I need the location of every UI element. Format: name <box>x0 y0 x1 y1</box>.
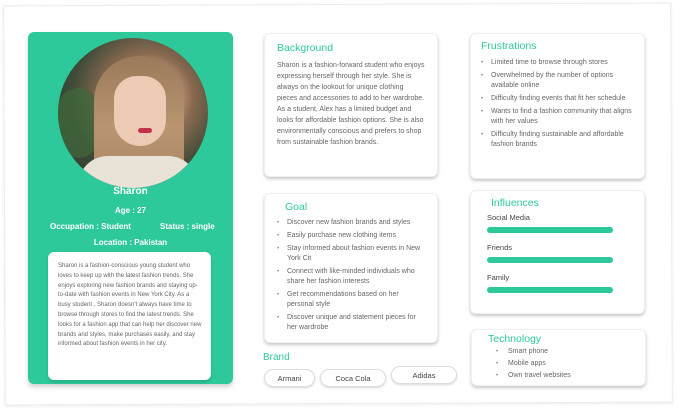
background-title: Background <box>277 42 334 54</box>
frustrations-card <box>470 33 645 179</box>
frustration-item: • Difficulty finding sustainable and affordable fashion brands <box>481 130 634 150</box>
influence-bar-friends <box>487 257 613 263</box>
bio-text: Sharon is a fashion-conscious young student who loves to keep up with the latest fashion trends. She enjoys exploring new fashion brands and staying up-to-date with fashion events in New York City. As a busy student , Sharon doesn't always have time to browse through stores to find the latest trends. She looks for a fashion app that can help her discover new brands and styles, make purchases easily, and stay informed about fashion events in her city. <box>58 263 202 348</box>
influence-bar-family <box>487 287 613 293</box>
frustration-item: • Difficulty finding events that fit her schedule <box>481 94 634 104</box>
profile-card <box>28 32 233 384</box>
background-text: Sharon is a fashion-forward student who enjoys expressing herself through her style. She is always on the lookout for unique clothing pieces and accessories to add to her wardrobe. As a student, Alex has a limited budget and looks for affordable fashion options. She is also environmentally conscious and prefers to shop from sustainable fashion brands. <box>277 62 425 146</box>
goal-item: • Connect with like-minded individuals who share her fashion interests <box>277 267 425 287</box>
frustrations-title: Frustrations <box>481 40 537 52</box>
persona-name: Sharon <box>113 186 148 197</box>
persona-location: Location : Pakistan <box>93 238 168 247</box>
lips-shape <box>138 128 152 133</box>
technology-item: • Mobile apps <box>488 359 629 369</box>
technology-item: • Smart phone <box>488 347 629 357</box>
clothing-shape <box>78 156 198 188</box>
goal-list <box>277 218 425 333</box>
goal-card <box>264 193 438 343</box>
technology-title: Technology <box>488 333 542 345</box>
goal-item: • Easily purchase new clothing items <box>277 231 425 241</box>
influence-label-friends: Friends <box>487 243 513 252</box>
influence-label-social-media: Social Media <box>487 213 530 222</box>
background-card <box>264 33 438 177</box>
technology-card <box>471 329 646 386</box>
influence-bar-social-media <box>487 227 613 233</box>
frustration-item: • Limited time to browse through stores <box>481 58 634 68</box>
face-shape <box>114 76 166 146</box>
frustration-item: • Wants to find a fashion community that aligns with her values <box>481 107 634 127</box>
goal-item: • Get recommendations based on her personal style <box>277 290 425 310</box>
persona-status: Status : single <box>160 222 215 231</box>
background-plant-decoration <box>58 88 98 158</box>
brand-chip-adidas[interactable]: Adidas <box>391 366 457 384</box>
avatar <box>58 38 208 188</box>
frustrations-list <box>481 58 634 150</box>
goal-title: Goal <box>285 201 308 213</box>
goal-item: • Stay informed about fashion events in New York Cit <box>277 244 425 264</box>
influences-title: Influences <box>491 197 539 209</box>
persona-age: Age : 27 <box>114 206 147 215</box>
technology-list <box>488 347 629 381</box>
bio-card <box>48 252 211 380</box>
influences-card <box>470 190 645 314</box>
brand-chip-armani[interactable]: Armani <box>264 369 315 387</box>
technology-item: • Own travel websites <box>488 371 629 381</box>
brand-title: Brand <box>263 352 290 363</box>
brand-chip-coca-cola[interactable]: Coca Cola <box>320 369 386 387</box>
persona-occupation: Occupation : Student <box>50 222 131 231</box>
goal-item: • Discover new fashion brands and styles <box>277 218 425 228</box>
goal-item: • Discover unique and statement pieces for her wardrobe <box>277 313 425 333</box>
frustration-item: • Overwhelmed by the number of options available online <box>481 71 634 91</box>
influence-label-family: Family <box>487 273 510 282</box>
